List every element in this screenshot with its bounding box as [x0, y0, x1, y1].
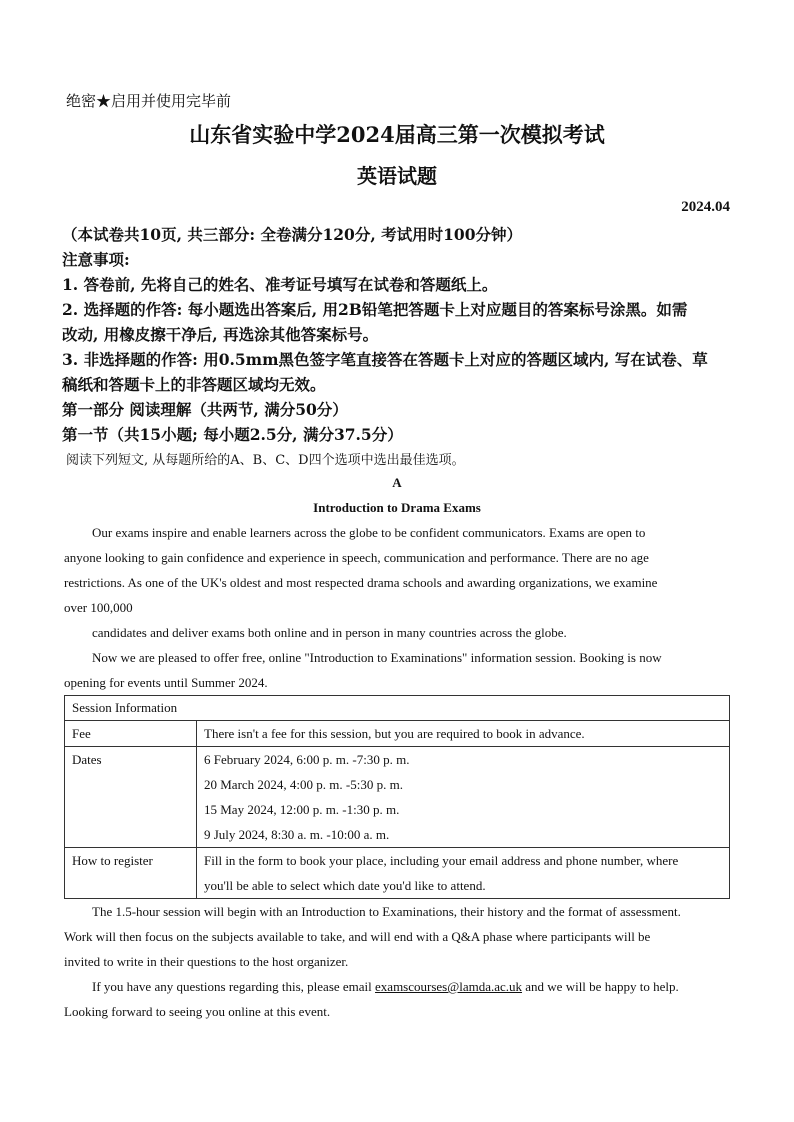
cell-text: Dates [72, 752, 102, 767]
register-line: you'll be able to select which date you'd like to attend. [204, 878, 486, 893]
notice-item: 2. 选择题的作答: 每小题选出答案后, 用2B铅笔把答题卡上对应题目的答案标号涂黑。如需 [62, 300, 688, 319]
date-item: 15 May 2024, 12:00 p. m. -1:30 p. m. [204, 802, 400, 817]
passage-line: over 100,000 [64, 600, 133, 615]
contact-text: If you have any questions regarding this, please email [92, 979, 376, 994]
passage-line: Now we are pleased to offer free, online "Introduction to Examinations" information session. Booking is now [92, 650, 662, 665]
paper-summary: （本试卷共10页, 共三部分: 全卷满分120分, 考试用时100分钟） [62, 225, 522, 244]
date-item: 6 February 2024, 6:00 p. m. -7:30 p. m. [204, 752, 410, 767]
register-line: Fill in the form to book your place, including your email address and phone number, where [204, 853, 679, 868]
passage-line: candidates and deliver exams both online and in person in many countries across the globe. [92, 625, 567, 640]
date-item: 9 July 2024, 8:30 a. m. -10:00 a. m. [204, 827, 390, 842]
passage-line: anyone looking to gain confidence and experience in speech, communication and performance. There are no age [64, 550, 649, 565]
contact-text: and we will be happy to help. [522, 979, 679, 994]
passage-line: The 1.5-hour session will begin with an Introduction to Examinations, their history and the format of assessment. [92, 904, 681, 919]
notice-item: 3. 非选择题的作答: 用0.5mm黑色签字笔直接答在答题卡上对应的答题区域内, 写在试卷、草 [62, 350, 708, 369]
reading-instruction: 阅读下列短文, 从每题所给的A、B、C、D四个选项中选出最佳选项。 [66, 453, 465, 468]
dates-label [65, 747, 197, 848]
closing-line: Looking forward to seeing you online at this event. [64, 1004, 331, 1019]
table-header: Session Information [65, 696, 730, 721]
passage-line: Work will then focus on the subjects available to take, and will end with a Q&A phase where participants will be [64, 929, 651, 944]
notice-item: 改动, 用橡皮擦干净后, 再选涂其他答案标号。 [62, 325, 379, 344]
dates-value [197, 747, 730, 848]
table-row [65, 848, 730, 899]
table-row [65, 747, 730, 848]
cell-text: There isn't a fee for this session, but you are required to book in advance. [204, 726, 585, 741]
passage-line: invited to write in their questions to the host organizer. [64, 954, 349, 969]
passage-line: opening for events until Summer 2024. [64, 675, 268, 690]
register-label [65, 848, 197, 899]
fee-value [197, 721, 730, 747]
exam-title: 山东省实验中学2024届高三第一次模拟考试 [189, 122, 605, 147]
subject-title: 英语试题 [357, 164, 437, 188]
contact-line [92, 979, 679, 995]
part-one-heading: 第一部分 阅读理解（共两节, 满分50分） [62, 400, 348, 419]
passage-title: Introduction to Drama Exams [313, 500, 481, 515]
notice-item: 1. 答卷前, 先将自己的姓名、准考证号填写在试卷和答题纸上。 [62, 275, 498, 294]
session-info-table [64, 695, 730, 899]
fee-label [65, 721, 197, 747]
email-link[interactable]: examscourses@lamda.ac.uk [375, 979, 523, 994]
confidential-label: 绝密★启用并使用完毕前 [66, 92, 232, 110]
section-one-heading: 第一节（共15小题; 每小题2.5分, 满分37.5分） [62, 425, 403, 444]
cell-text: How to register [72, 853, 153, 868]
table-row [65, 696, 730, 721]
passage-line: Our exams inspire and enable learners across the globe to be confident communicators. Exams are open to [92, 525, 646, 540]
notice-heading: 注意事项: [62, 250, 130, 269]
date-item: 20 March 2024, 4:00 p. m. -5:30 p. m. [204, 777, 403, 792]
table-row [65, 721, 730, 747]
exam-date: 2024.04 [681, 199, 730, 215]
cell-text: Fee [72, 726, 91, 741]
passage-letter: A [392, 475, 402, 490]
notice-item: 稿纸和答题卡上的非答题区域均无效。 [62, 375, 326, 394]
passage-line: restrictions. As one of the UK's oldest and most respected drama schools and awarding organizations, we examine [64, 575, 658, 590]
register-value [197, 848, 730, 899]
